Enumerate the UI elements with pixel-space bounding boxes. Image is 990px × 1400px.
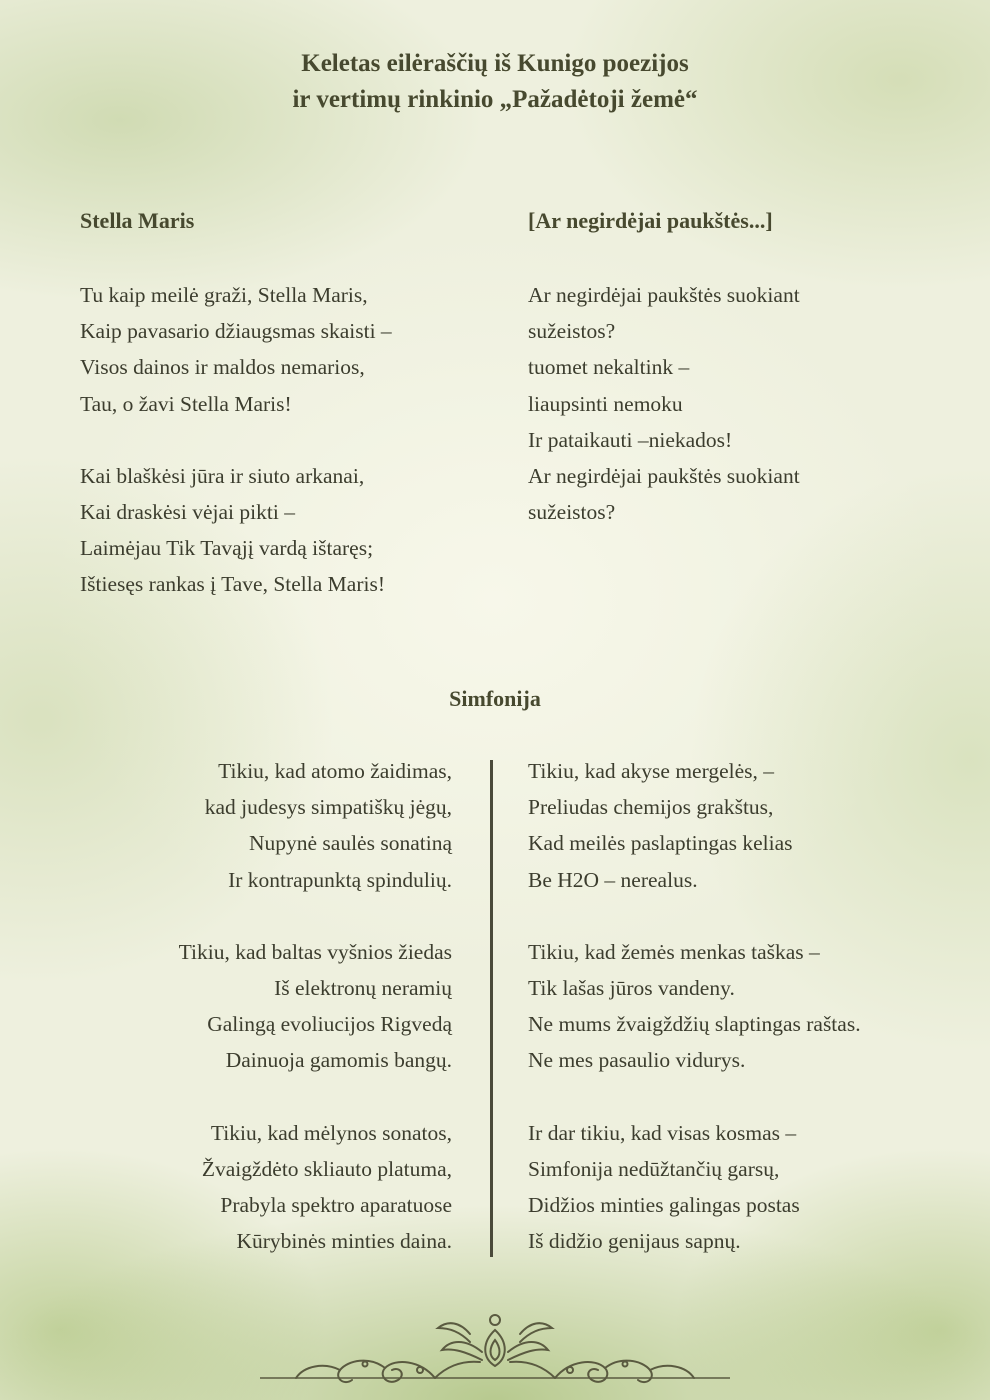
poem-line: Galingą evoliucijos Rigvedą	[207, 1012, 452, 1037]
poem-simfonija-left-column	[179, 753, 452, 1259]
poem-line: sužeistos?	[528, 319, 616, 344]
poem-line: Preliudas chemijos grakštus,	[528, 795, 774, 820]
poem-line: Tikiu, kad atomo žaidimas,	[218, 759, 452, 783]
page-title-line-2: ir vertimų rinkinio „Pažadėtoji žemė“	[292, 86, 698, 113]
poem-line: Ar negirdėjai paukštės suokiant	[528, 464, 800, 489]
poem-line: Nupynė saulės sonatiną	[248, 831, 452, 856]
poem-line: Visos dainos ir maldos nemarios,	[80, 355, 365, 380]
poem-title-stella-maris: Stella Maris	[80, 208, 195, 233]
poem-line: Ar negirdėjai paukštės suokiant	[528, 283, 800, 307]
poem-line: Tikiu, kad akyse mergelės, –	[528, 759, 775, 783]
poem-line: Ir pataikauti –niekados!	[528, 427, 733, 452]
poem-line: Dainuoja gamomis bangų.	[225, 1048, 452, 1073]
poem-line: Tikiu, kad žemės menkas taškas –	[528, 939, 820, 964]
poem-line: Tik lašas jūros vandeny.	[528, 976, 735, 1001]
poem-line: Ir kontrapunktą spindulių.	[228, 867, 452, 892]
poem-line: Tau, o žavi Stella Maris!	[80, 391, 292, 416]
poem-line: Kūrybinės minties daina.	[236, 1229, 452, 1254]
poem-line: Ne mes pasaulio vidurys.	[528, 1048, 746, 1073]
column-divider	[490, 760, 493, 1257]
stanza-gap	[179, 1079, 452, 1115]
poem-line: tuomet nekaltink –	[528, 355, 690, 380]
poem-line: Žvaigždėto skliauto platuma,	[201, 1156, 452, 1181]
poem-line: Tikiu, kad baltas vyšnios žiedas	[178, 939, 452, 964]
poem-line: sužeistos?	[528, 500, 616, 525]
poem-line: Kai blaškėsi jūra ir siuto arkanai,	[80, 463, 365, 488]
page-title	[0, 46, 990, 118]
poem-simfonija-right-column	[528, 753, 861, 1259]
poem-line: Laimėjau Tik Tavąjį vardą ištaręs;	[80, 536, 374, 561]
poem-line: Didžios minties galingas postas	[528, 1193, 800, 1218]
poem-title-simfonija: Simfonija	[449, 686, 541, 711]
poem-line: Kaip pavasario džiaugsmas skaisti –	[80, 319, 392, 344]
poem-line: Tikiu, kad mėlynos sonatos,	[210, 1120, 452, 1145]
poem-line: Be H2O – nerealus.	[528, 867, 698, 892]
poem-line: Kad meilės paslaptingas kelias	[528, 831, 793, 856]
poem-line: Iš didžio genijaus sapnų.	[528, 1229, 741, 1254]
stanza-gap	[80, 422, 392, 458]
poem-line: Iš elektronų neramių	[274, 976, 452, 1001]
stanza-gap	[179, 898, 452, 934]
poem-line: kad judesys simpatiškų jėgų,	[204, 795, 452, 820]
poem-line: Kai draskėsi vėjai pikti –	[80, 500, 295, 525]
poem-title-bird: [Ar negirdėjai paukštės...]	[528, 208, 773, 233]
poem-line: Ne mums žvaigždžių slaptingas raštas.	[528, 1012, 861, 1037]
poem-line: Prabyla spektro aparatuose	[220, 1193, 452, 1218]
poem-line: Ir dar tikiu, kad visas kosmas –	[528, 1120, 797, 1145]
poem-bird	[528, 277, 800, 530]
poem-stella-maris	[80, 277, 392, 603]
poem-line: liaupsinti nemoku	[528, 391, 683, 416]
poem-line: Tu kaip meilė graži, Stella Maris,	[80, 283, 368, 307]
floral-ornament-icon	[260, 1300, 730, 1395]
stanza-gap	[528, 898, 861, 934]
page-title-line-1: Keletas eilėraščių iš Kunigo poezijos	[301, 50, 689, 77]
stanza-gap	[528, 1079, 861, 1115]
poem-line: Ištiesęs rankas į Tave, Stella Maris!	[80, 572, 385, 597]
poem-line: Simfonija nedūžtančių garsų,	[528, 1156, 780, 1181]
